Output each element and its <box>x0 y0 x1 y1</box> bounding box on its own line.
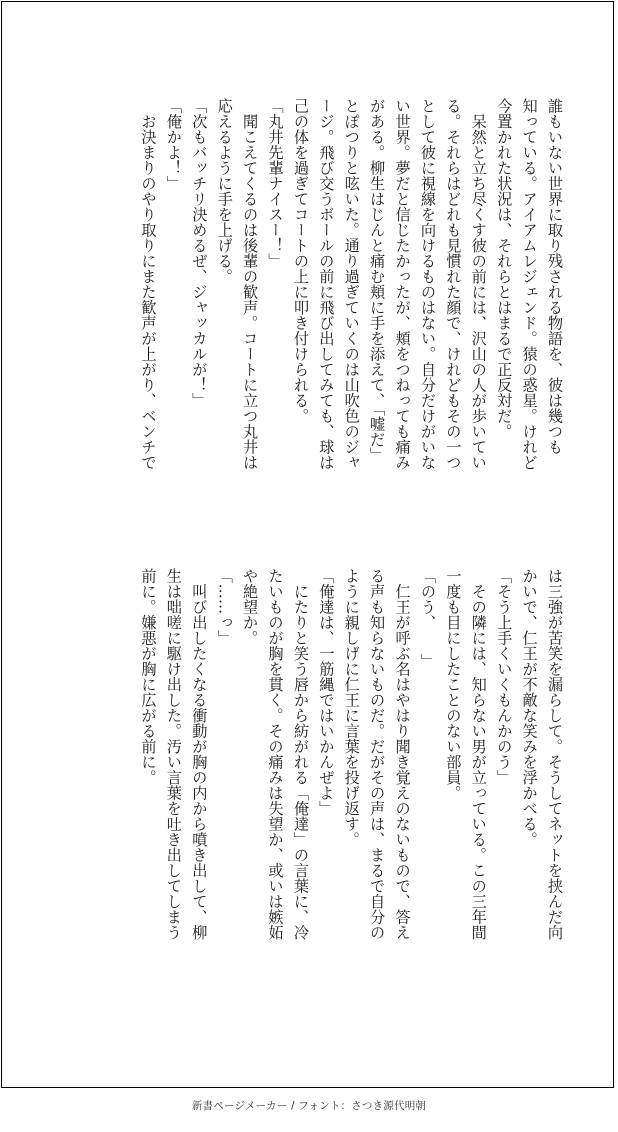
text-column: にたりと笑う唇から紡がれる「俺達」の言葉に、冷 <box>291 568 310 940</box>
upper-columns <box>135 98 567 558</box>
text-column: ージ。飛び交うボールの前に飛び出してみても、球は <box>317 98 336 470</box>
text-column: 叫び出したくなる衝動が胸の内から噴き出して、柳 <box>190 568 209 940</box>
text-column: い世界。夢だと信じたかったが、頬をつねっても痛み <box>393 98 412 470</box>
text-column: 仁王が呼ぶ名はやはり聞き覚えのないもので、答え <box>393 568 412 940</box>
footer-credit: 新書ページメーカー / フォント：さつき源代明朝 <box>191 1100 427 1112</box>
text-column: 「……っ」 <box>215 568 234 646</box>
text-column: 一度も目にしたことのない部員。 <box>444 568 463 801</box>
text-column: その隣には、知らない男が立っている。この三年間 <box>469 568 488 940</box>
upper-text-block <box>1 98 613 558</box>
lower-text-block <box>1 568 613 1028</box>
text-column: る。それらはどれも見慣れた顔で、けれどもその一つ <box>444 98 463 470</box>
text-column: かいで、仁王が不敵な笑みを浮かべる。 <box>520 568 539 847</box>
text-column: 前に。嫌悪が胸に広がる前に。 <box>139 568 158 785</box>
text-column: とぽつりと呟いた。通り過ぎていくのは山吹色のジャ <box>342 98 361 470</box>
text-column: 今置かれた状況は、それらとはまるで正反対だ。 <box>495 98 514 439</box>
text-column: がある。柳生はじんと痛む頬に手を添えて、「嘘だ」 <box>368 98 387 463</box>
text-column: 「丸井先輩ナイスー！」 <box>266 98 285 269</box>
text-column: お決まりのやり取りにまた歓声が上がり、ベンチで <box>139 98 158 470</box>
text-column: 生は咄嗟に駆け出した。汚い言葉を吐き出してしまう <box>164 568 183 940</box>
text-column: は三強が苦笑を漏らして。そうしてネットを挟んだ向 <box>546 568 564 940</box>
text-column: 誰もいない世界に取り残される物語を、彼は幾つも <box>546 98 564 455</box>
text-column: 呆然と立ち尽くす彼の前には、沢山の人が歩いてい <box>469 98 488 470</box>
text-column: や絶望か。 <box>241 568 260 646</box>
text-column: たいものが胸を貫く。その痛みは失望か、或いは嫉妬 <box>266 568 285 940</box>
text-column: 知っている。アイアムレジェンド。猿の惑星。けれど <box>520 98 539 470</box>
lower-columns <box>135 568 567 1028</box>
text-column: 「のう、 」 <box>418 568 437 669</box>
text-column: 「俺かよ！」 <box>164 98 183 191</box>
text-column: 「そう上手くいくもんかのう」 <box>495 568 514 785</box>
text-column: 「俺達は、一筋縄ではいかんぜよ」 <box>317 568 336 816</box>
text-column: 己の体を過ぎてコートの上に叩き付けられる。 <box>291 98 310 424</box>
text-column: 「次もバッチリ決めるぜ、ジャッカルが！」 <box>190 98 209 408</box>
text-column: ように親しげに仁王に言葉を投げ返す。 <box>342 568 361 847</box>
text-column: 応えるように手を上げる。 <box>215 98 234 284</box>
text-column: として彼に視線を向けるものはない。自分だけがいな <box>418 98 437 470</box>
book-page <box>1 1 614 1088</box>
text-column: る声も知らないものだ。だがその声は、まるで自分の <box>368 568 387 940</box>
text-column: 聞こえてくるのは後輩の歓声。コートに立つ丸井は <box>241 98 260 470</box>
